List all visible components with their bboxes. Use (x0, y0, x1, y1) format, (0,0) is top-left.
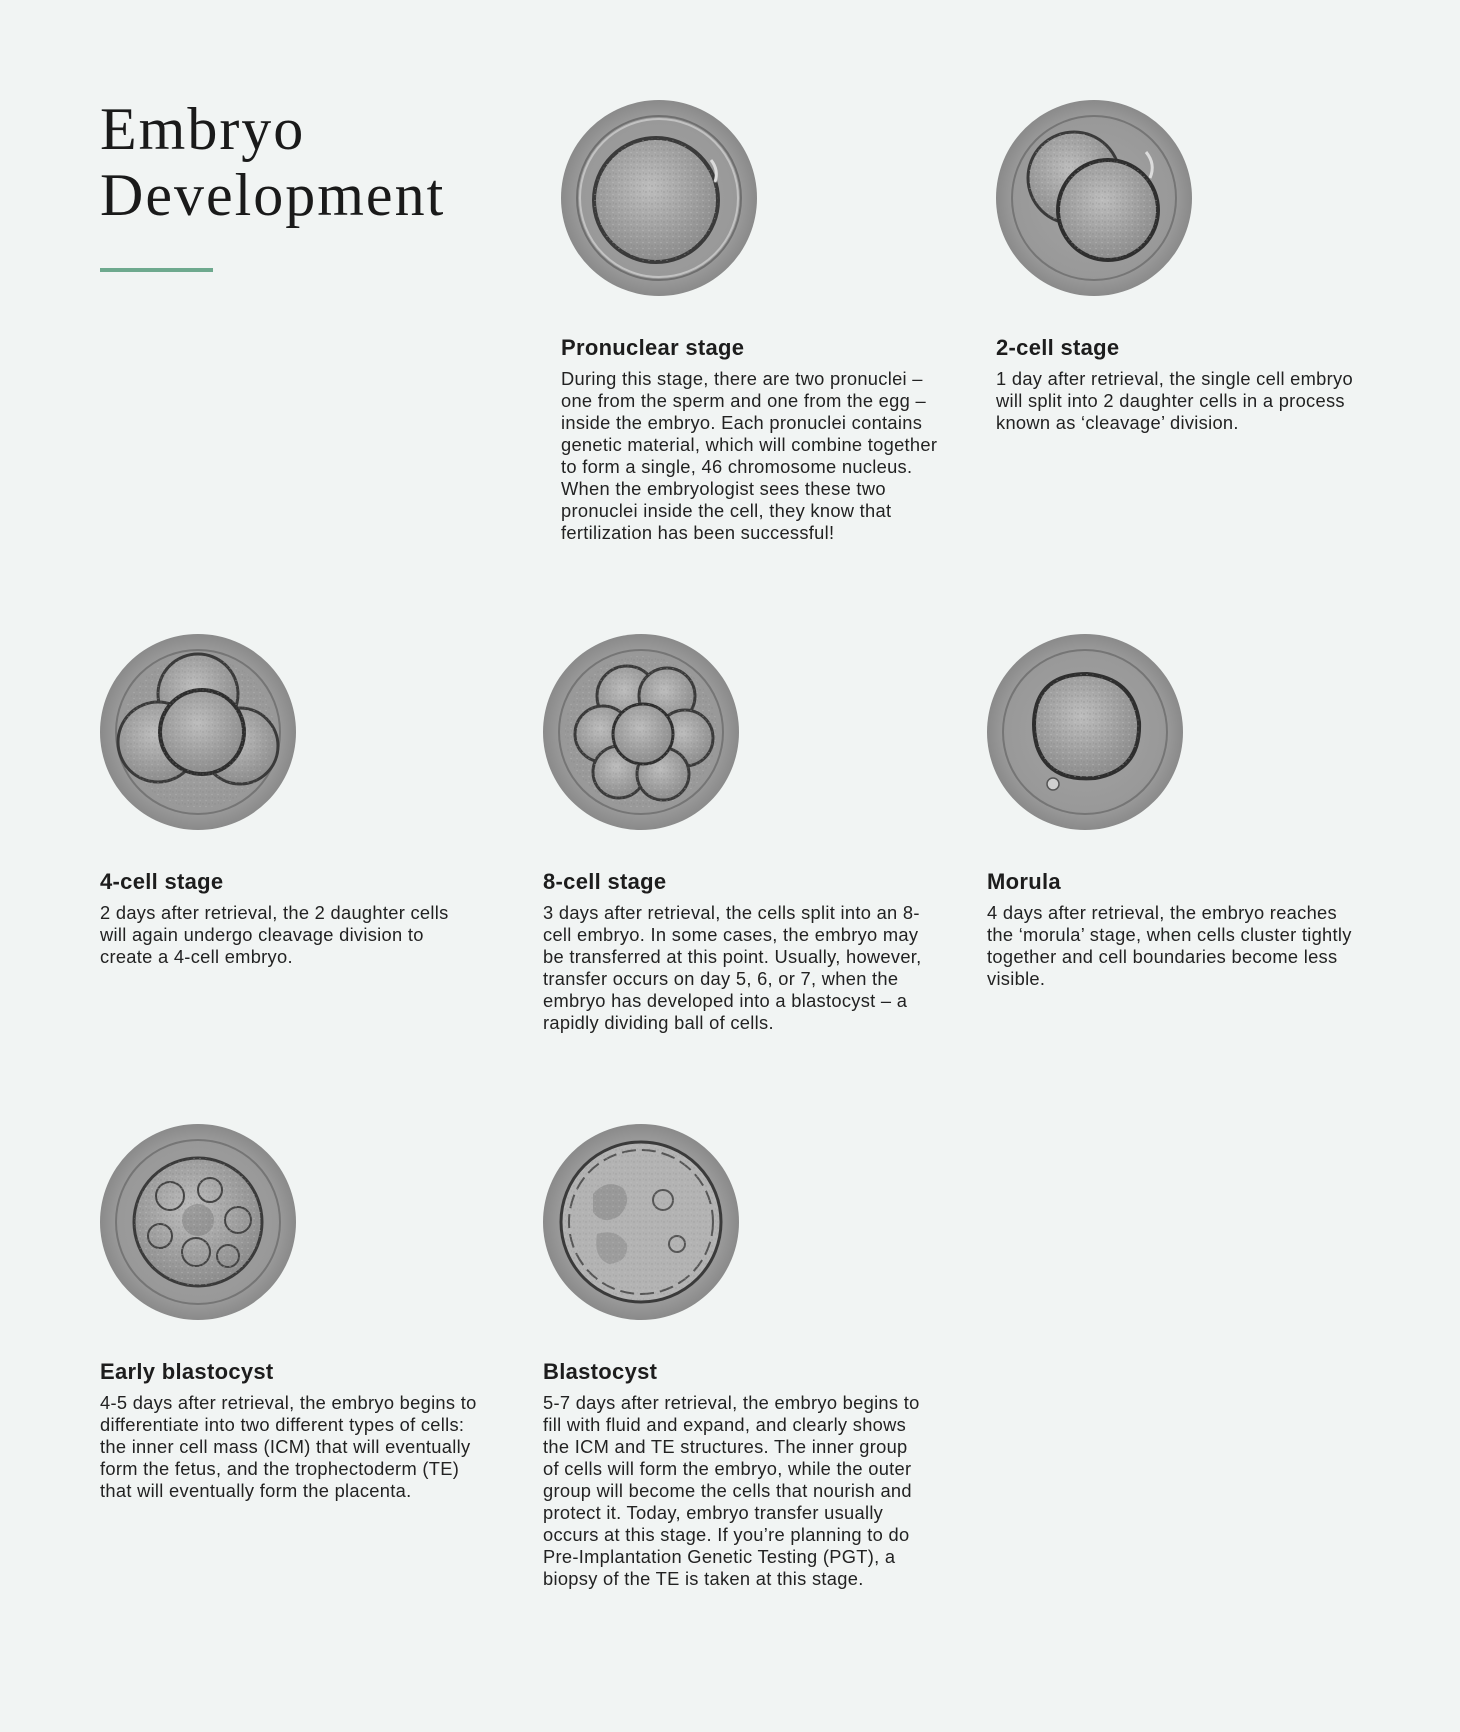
title-accent-rule (100, 268, 213, 272)
stage-title: Early blastocyst (100, 1359, 274, 1384)
stage-description: During this stage, there are two pronuclei – one from the sperm and one from the egg – inside the embryo. Each pronuclei contains genetic material, which will combine together to form a single, 46 chromosome nucleus. When the embryologist sees these two pronuclei inside the cell, they know that fertilization has been successful! (561, 368, 938, 543)
two-cell-embryo-micrograph (996, 100, 1192, 296)
stage-blastocyst (543, 1124, 923, 1590)
stage-morula (987, 634, 1367, 990)
title-line-1: Embryo (100, 96, 306, 162)
stage-8-cell (543, 634, 923, 1034)
early-blastocyst-micrograph (100, 1124, 296, 1320)
stage-description: 1 day after retrieval, the single cell embryo will split into 2 daughter cells in a process known as ‘cleavage’ division. (996, 368, 1353, 433)
stage-pronuclear (561, 100, 941, 544)
eight-cell-embryo-micrograph (543, 634, 739, 830)
stage-description: 4 days after retrieval, the embryo reaches the ‘morula’ stage, when cells cluster tightly together and cell boundaries become less visible. (987, 902, 1352, 989)
stage-description: 3 days after retrieval, the cells split into an 8-cell embryo. In some cases, the embryo may be transferred at this point. Usually, however, transfer occurs on day 5, 6, or 7, when the embryo has developed into a blastocyst – a rapidly dividing ball of cells. (543, 902, 922, 1033)
pronuclear-embryo-micrograph (561, 100, 757, 296)
stage-title: Blastocyst (543, 1359, 658, 1384)
page-title (100, 96, 445, 228)
stage-early-blastocyst (100, 1124, 480, 1502)
morula-embryo-micrograph (987, 634, 1183, 830)
stage-4-cell (100, 634, 480, 968)
stage-title: Morula (987, 869, 1061, 894)
stage-title: Pronuclear stage (561, 335, 745, 360)
title-line-2: Development (100, 162, 446, 228)
stage-title: 4-cell stage (100, 869, 224, 894)
stage-description: 5-7 days after retrieval, the embryo begins to fill with fluid and expand, and clearly shows the ICM and TE structures. The inner group of cells will form the embryo, while the outer group will become the cells that nourish and protect it. Today, embryo transfer usually occurs at this stage. If you’re planning to do Pre-Implantation Genetic Testing (PGT), a biopsy of the TE is taken at this stage. (543, 1392, 920, 1589)
four-cell-embryo-micrograph (100, 634, 296, 830)
stage-title: 2-cell stage (996, 335, 1120, 360)
stage-description: 4-5 days after retrieval, the embryo begins to differentiate into two different types of cells: the inner cell mass (ICM) that will eventually form the fetus, and the trophectoderm (TE) that will eventually form the placenta. (100, 1392, 477, 1501)
blastocyst-micrograph (543, 1124, 739, 1320)
stage-2-cell (996, 100, 1376, 434)
stage-description: 2 days after retrieval, the 2 daughter cells will again undergo cleavage division to create a 4-cell embryo. (100, 902, 449, 967)
stage-title: 8-cell stage (543, 869, 667, 894)
